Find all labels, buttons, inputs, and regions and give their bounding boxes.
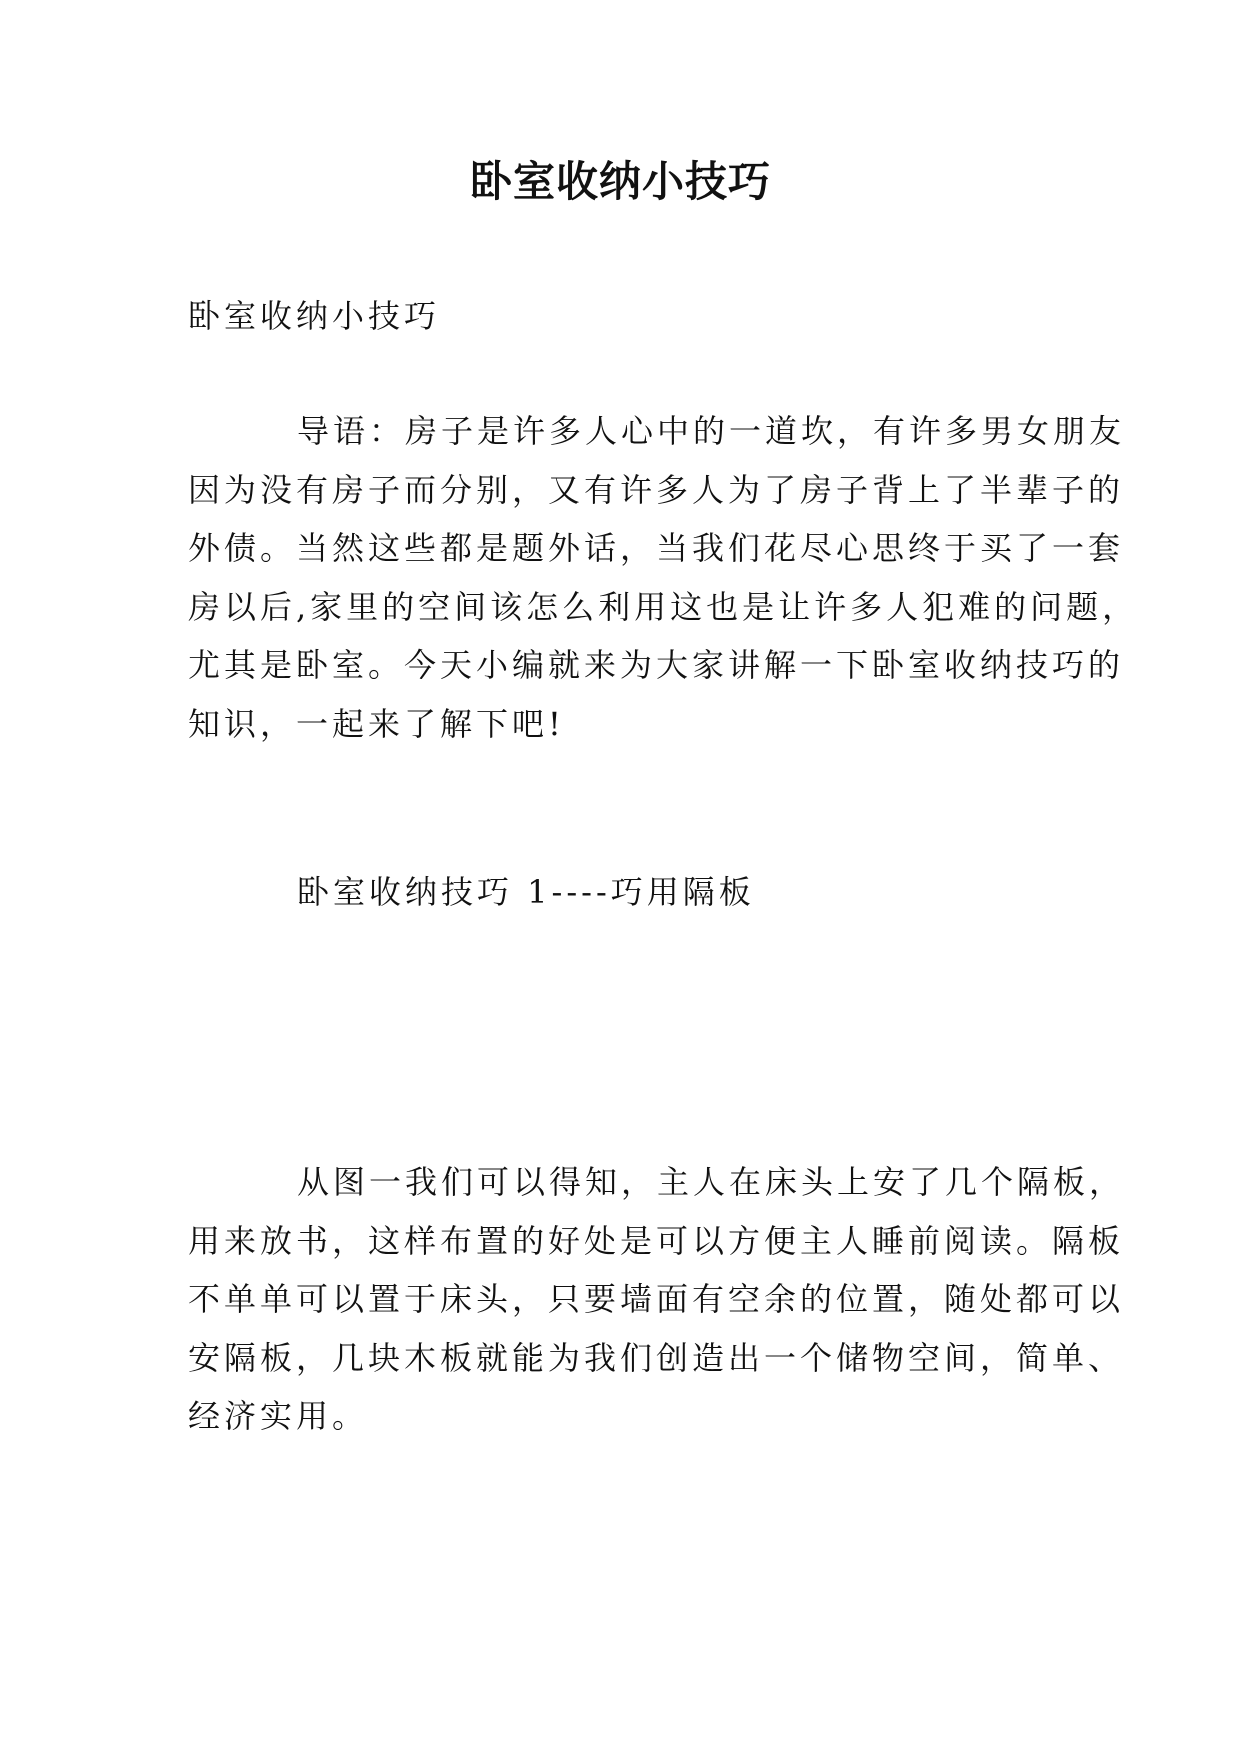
section-heading: 卧室收纳技巧 1----巧用隔板 bbox=[297, 873, 755, 911]
section-line: 安隔板，几块木板就能为我们创造出一个储物空间，简单、 bbox=[188, 1338, 1125, 1377]
intro-line: 因为没有房子而分别，又有许多人为了房子背上了半辈子的 bbox=[188, 470, 1125, 509]
intro-line: 尤其是卧室。今天小编就来为大家讲解一下卧室收纳技巧的 bbox=[188, 646, 1125, 684]
section-line: 经济实用。 bbox=[188, 1397, 369, 1435]
section-line: 不单单可以置于床头，只要墙面有空余的位置，随处都可以 bbox=[188, 1280, 1125, 1318]
intro-paragraph bbox=[188, 402, 1139, 753]
section-paragraph bbox=[188, 1153, 1126, 1446]
intro-line: 导语：房子是许多人心中的一道坎，有许多男女朋友 bbox=[297, 412, 1126, 450]
section-line: 用来放书，这样布置的好处是可以方便主人睡前阅读。隔板 bbox=[188, 1221, 1125, 1260]
section-line: 从图一我们可以得知，主人在床头上安了几个隔板， bbox=[297, 1163, 1126, 1201]
intro-line: 外债。当然这些都是题外话，当我们花尽心思终于买了一套 bbox=[188, 529, 1125, 567]
intro-line: 房以后,家里的空间该怎么利用这也是让许多人犯难的问题， bbox=[188, 587, 1139, 626]
document-title: 卧室收纳小技巧 bbox=[469, 157, 771, 206]
intro-line: 知识，一起来了解下吧! bbox=[188, 704, 565, 743]
document-subtitle: 卧室收纳小技巧 bbox=[188, 297, 441, 335]
